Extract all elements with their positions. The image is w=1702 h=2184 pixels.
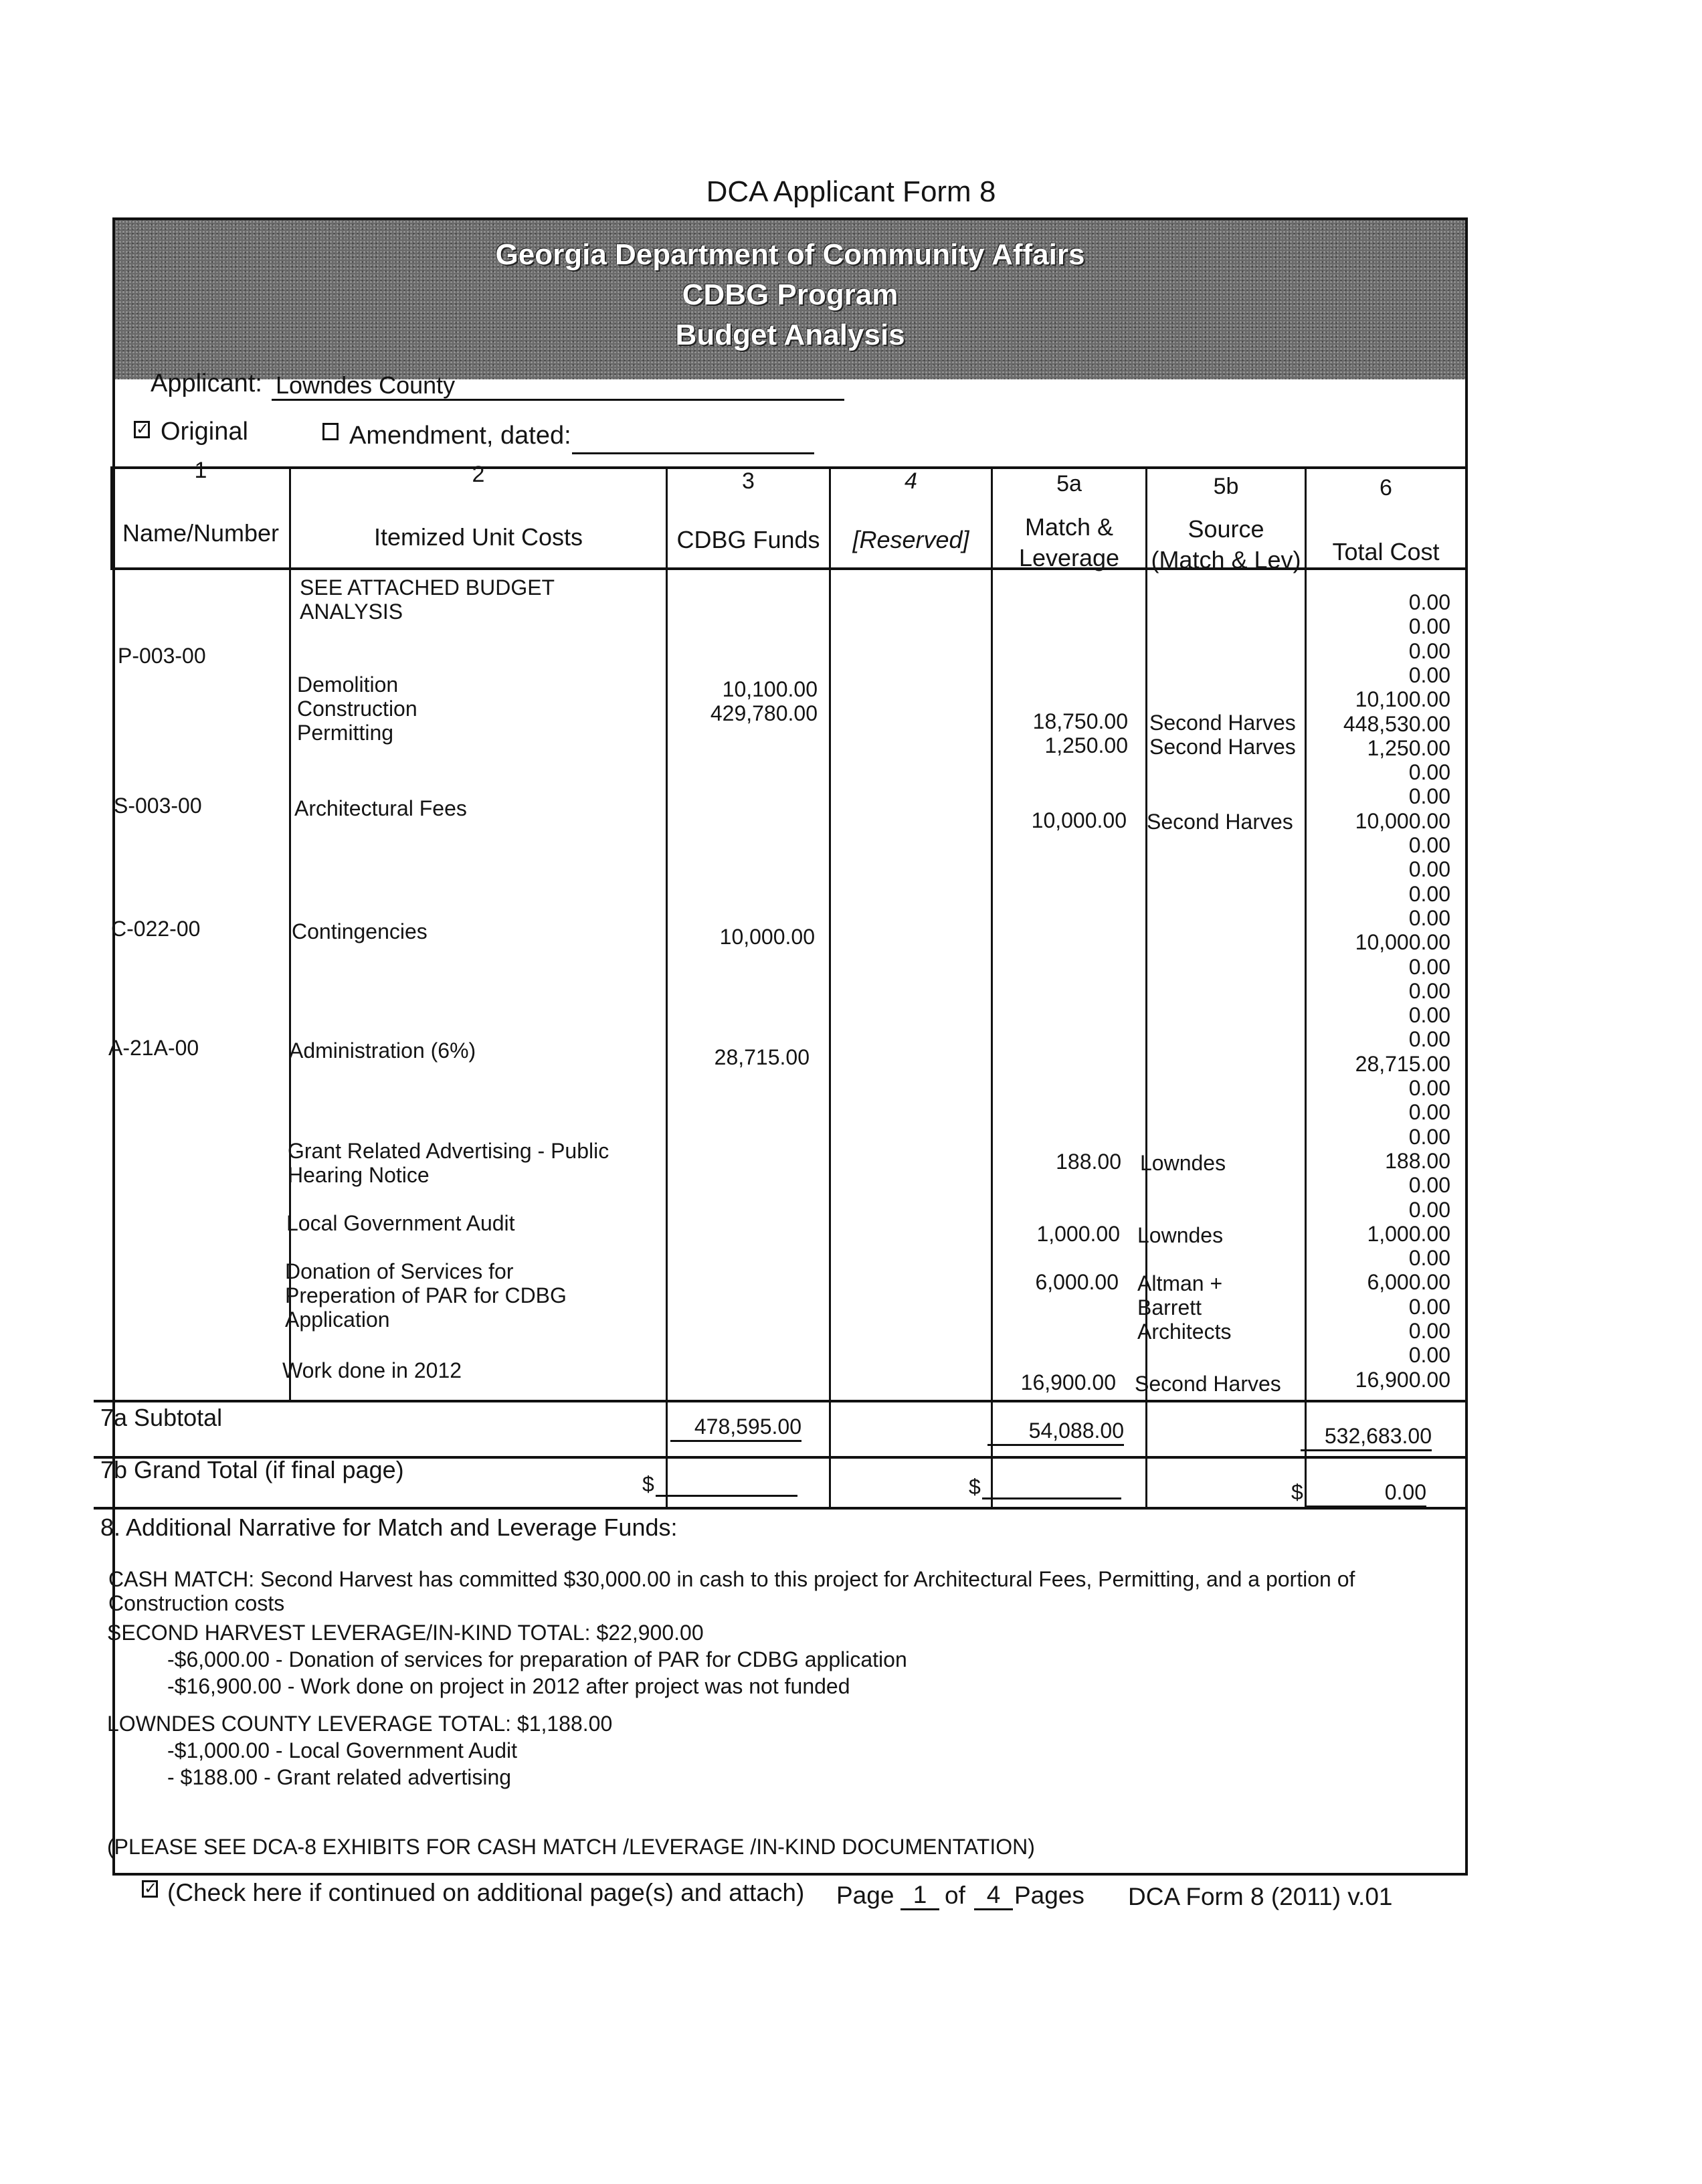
col-num-1: 1 xyxy=(194,458,207,483)
grandtotal-match-field[interactable] xyxy=(982,1497,1121,1499)
total-cost-value: 0.00 xyxy=(1408,1197,1450,1222)
total-cost-value: 0.00 xyxy=(1408,833,1450,857)
match-work-2012: 16,900.00 xyxy=(1020,1370,1116,1394)
narrative-line-5: -$16,900.00 - Work done on project in 2012 after project was not funded xyxy=(167,1674,850,1698)
grandtotal-cdbg-field[interactable] xyxy=(656,1495,797,1497)
col-head-match: Match & Leverage xyxy=(1018,513,1120,571)
total-cost-value: 0.00 xyxy=(1408,638,1450,663)
item-grant-advertising: Grant Related Advertising - Public Hearing Notice xyxy=(288,1139,609,1187)
total-cost-value: 0.00 xyxy=(1408,1027,1450,1052)
applicant-value[interactable]: Lowndes County xyxy=(276,371,456,399)
page-label: Page xyxy=(836,1882,894,1909)
narrative-line-2: Construction costs xyxy=(108,1591,285,1615)
narrative-line-8: - $188.00 - Grant related advertising xyxy=(167,1765,512,1789)
total-cost-value: 1,250.00 xyxy=(1367,735,1450,760)
form-banner xyxy=(115,220,1465,379)
grandtotal-match-currency: $ xyxy=(969,1475,981,1499)
narrative-line-3: SECOND HARVEST LEVERAGE/IN-KIND TOTAL: $22,900.00 xyxy=(107,1621,704,1645)
total-cost-value: 10,100.00 xyxy=(1355,687,1450,712)
narrative-line-9: (PLEASE SEE DCA-8 EXHIBITS FOR CASH MATCH /LEVERAGE /IN-KIND DOCUMENTATION) xyxy=(107,1835,1035,1859)
item-audit: Local Government Audit xyxy=(286,1211,515,1235)
page-total: 4 xyxy=(974,1882,1013,1910)
narrative-line-6: LOWNDES COUNTY LEVERAGE TOTAL: $1,188.00 xyxy=(107,1712,613,1736)
item-administration: Administration (6%) xyxy=(289,1038,476,1063)
total-cost-value: 0.00 xyxy=(1408,954,1450,979)
amendment-label: Amendment, dated: xyxy=(349,422,571,450)
col-head-total-cost: Total Cost xyxy=(1332,538,1440,565)
col-num-3: 3 xyxy=(742,468,755,494)
source-audit: Lowndes xyxy=(1137,1223,1224,1247)
subtotal-label: 7a Subtotal xyxy=(100,1404,223,1431)
of-label: of xyxy=(945,1882,965,1909)
total-cost-value: 0.00 xyxy=(1408,1246,1450,1271)
col-num-2: 2 xyxy=(472,462,485,487)
col-num-6: 6 xyxy=(1380,475,1392,500)
pages-label: Pages xyxy=(1014,1882,1084,1909)
page-number: 1 xyxy=(901,1882,939,1910)
banner-program: CDBG Program xyxy=(682,278,899,311)
source-architectural: Second Harves xyxy=(1147,810,1293,834)
item-code-a21a: A-21A-00 xyxy=(108,1036,199,1060)
grandtotal-total: 0.00 xyxy=(1305,1480,1426,1508)
total-cost-value: 10,000.00 xyxy=(1355,930,1450,955)
total-cost-value: 0.00 xyxy=(1408,1003,1450,1028)
form-id: DCA Form 8 (2011) v.01 xyxy=(1128,1883,1393,1910)
col-num-5a: 5a xyxy=(1056,471,1082,496)
form-title: DCA Applicant Form 8 xyxy=(706,175,996,208)
total-cost-value: 448,530.00 xyxy=(1343,711,1450,736)
banner-agency: Georgia Department of Community Affairs xyxy=(495,238,1085,271)
col-rule-5a xyxy=(1145,466,1147,1507)
item-construction: Construction xyxy=(297,697,417,721)
total-cost-value: 0.00 xyxy=(1408,1173,1450,1198)
total-cost-value: 0.00 xyxy=(1408,1100,1450,1125)
col-head-reserved: [Reserved] xyxy=(852,526,969,553)
source-work-2012: Second Harves xyxy=(1135,1372,1281,1396)
grandtotal-cdbg-currency: $ xyxy=(642,1472,654,1496)
total-cost-value: 0.00 xyxy=(1408,857,1450,882)
match-grant-advertising: 188.00 xyxy=(1056,1150,1121,1174)
total-cost-value: 10,000.00 xyxy=(1355,808,1450,833)
col-head-itemized: Itemized Unit Costs xyxy=(373,523,583,551)
item-demolition: Demolition xyxy=(297,672,399,697)
subtotal-match: 54,088.00 xyxy=(987,1419,1124,1446)
banner-subtitle: Budget Analysis xyxy=(675,318,905,351)
cdbg-demolition: 10,100.00 xyxy=(722,677,818,701)
total-cost-value: 0.00 xyxy=(1408,881,1450,906)
total-cost-value: 0.00 xyxy=(1408,784,1450,809)
total-cost-value: 16,900.00 xyxy=(1355,1367,1450,1392)
total-cost-value: 0.00 xyxy=(1408,978,1450,1003)
cdbg-construction: 429,780.00 xyxy=(710,701,818,725)
item-work-2012: Work done in 2012 xyxy=(282,1358,462,1382)
item-permitting: Permitting xyxy=(297,721,394,745)
total-cost-value: 0.00 xyxy=(1408,614,1450,639)
continued-checkbox[interactable]: ✓ xyxy=(142,1880,158,1898)
match-permitting: 1,250.00 xyxy=(1044,733,1128,757)
source-construction: Second Harves xyxy=(1149,711,1296,735)
grandtotal-total-currency: $ xyxy=(1291,1480,1303,1504)
match-audit: 1,000.00 xyxy=(1036,1222,1120,1246)
col-num-5b: 5b xyxy=(1213,474,1239,499)
original-label: Original xyxy=(161,418,248,446)
amendment-date-field[interactable] xyxy=(572,452,814,454)
item-code-s003: S-003-00 xyxy=(114,794,202,818)
col-head-name-number: Name/Number xyxy=(122,519,280,547)
match-donation: 6,000.00 xyxy=(1035,1270,1119,1294)
grandtotal-label: 7b Grand Total (if final page) xyxy=(100,1456,404,1483)
item-code-p003: P-003-00 xyxy=(118,644,206,668)
grandtotal-bottom-rule xyxy=(94,1507,1465,1510)
subtotal-cdbg: 478,595.00 xyxy=(670,1415,801,1442)
item-architectural: Architectural Fees xyxy=(294,796,467,820)
continued-label: (Check here if continued on additional page(s) and attach) xyxy=(167,1879,805,1906)
applicant-label: Applicant: xyxy=(151,369,262,397)
total-cost-value: 0.00 xyxy=(1408,1319,1450,1343)
total-cost-value: 188.00 xyxy=(1385,1148,1450,1173)
narrative-line-7: -$1,000.00 - Local Government Audit xyxy=(167,1738,517,1762)
col-rule-3 xyxy=(829,466,831,1507)
match-construction: 18,750.00 xyxy=(1032,709,1128,733)
narrative-line-4: -$6,000.00 - Donation of services for preparation of PAR for CDBG application xyxy=(167,1647,907,1671)
source-donation: Altman + Barrett Architects xyxy=(1137,1271,1232,1344)
item-donation: Donation of Services for Preperation of PAR for CDBG Application xyxy=(285,1259,567,1332)
source-permitting: Second Harves xyxy=(1149,735,1296,759)
original-checkbox[interactable]: ✓ xyxy=(134,421,150,438)
col-head-cdbg: CDBG Funds xyxy=(676,526,820,553)
item-see-attached: SEE ATTACHED BUDGET ANALYSIS xyxy=(300,575,555,624)
subtotal-total: 532,683.00 xyxy=(1301,1424,1432,1451)
cdbg-contingencies: 10,000.00 xyxy=(719,925,815,949)
match-architectural: 10,000.00 xyxy=(1031,808,1127,832)
item-contingencies: Contingencies xyxy=(292,919,428,943)
total-cost-value: 1,000.00 xyxy=(1367,1221,1450,1246)
total-cost-value: 28,715.00 xyxy=(1355,1051,1450,1076)
narrative-line-1: CASH MATCH: Second Harvest has committed $30,000.00 in cash to this project for Architectural Fees, Permitting, and a portion of xyxy=(108,1567,1355,1591)
total-cost-value: 0.00 xyxy=(1408,662,1450,687)
cdbg-administration: 28,715.00 xyxy=(714,1045,810,1069)
total-cost-value: 0.00 xyxy=(1408,590,1450,614)
narrative-heading: 8. Additional Narrative for Match and Leverage Funds: xyxy=(100,1514,678,1541)
col-rule-2 xyxy=(666,466,668,1507)
total-cost-value: 0.00 xyxy=(1408,1124,1450,1149)
col-num-4: 4 xyxy=(905,468,917,494)
total-cost-value: 0.00 xyxy=(1408,1076,1450,1100)
amendment-checkbox[interactable] xyxy=(322,423,339,440)
col-rule-5b xyxy=(1305,466,1307,1507)
item-code-c022: C-022-00 xyxy=(111,917,201,941)
col-head-source: Source (Match & Lev) xyxy=(1151,515,1301,573)
total-cost-value: 0.00 xyxy=(1408,1343,1450,1368)
total-cost-value: 0.00 xyxy=(1408,1294,1450,1319)
source-grant-advertising: Lowndes xyxy=(1140,1151,1226,1175)
subtotal-top-rule xyxy=(94,1400,1465,1402)
col-rule-4 xyxy=(991,466,993,1507)
total-cost-value: 6,000.00 xyxy=(1367,1270,1450,1295)
total-cost-value: 0.00 xyxy=(1408,905,1450,930)
total-cost-value: 0.00 xyxy=(1408,760,1450,785)
